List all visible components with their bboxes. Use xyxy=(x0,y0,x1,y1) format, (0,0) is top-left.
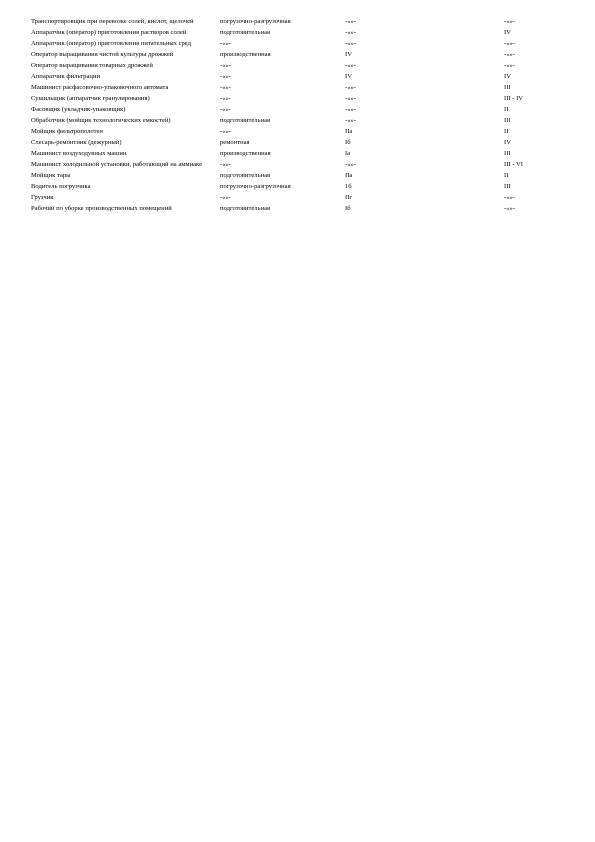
profession-cell: Машинист холодильной установки, работающий на аммиаке xyxy=(31,161,203,168)
class-cell: -«»- xyxy=(345,95,356,102)
profession-cell: Мойщик фильтрополотен xyxy=(31,128,103,135)
class-cell: Iб xyxy=(345,139,351,146)
class-cell: 1б xyxy=(345,183,352,190)
profession-cell: Рабочий по уборке производственных помещений xyxy=(31,205,172,212)
table-row xyxy=(31,205,561,216)
work-type-cell: ремонтная xyxy=(220,139,250,146)
class-cell: -«»- xyxy=(345,18,356,25)
hazard-cell: -«»- xyxy=(504,40,515,47)
hazard-cell: IV xyxy=(504,73,511,80)
table-row xyxy=(31,62,561,73)
table-row xyxy=(31,128,561,139)
profession-cell: Слесарь-ремонтник (дежурный) xyxy=(31,139,122,146)
hazard-cell: -«»- xyxy=(504,194,515,201)
table-row xyxy=(31,40,561,51)
profession-cell: Аппаратчик (оператор) приготовления питательных сред xyxy=(31,40,191,47)
hazard-cell: II xyxy=(504,106,509,113)
table-row xyxy=(31,73,561,84)
work-type-cell: -«»- xyxy=(220,106,231,113)
hazard-cell: -«»- xyxy=(504,62,515,69)
class-cell: -«»- xyxy=(345,106,356,113)
hazard-cell: -«»- xyxy=(504,205,515,212)
class-cell: IV xyxy=(345,51,352,58)
hazard-cell: -«»- xyxy=(504,18,515,25)
hazard-cell: III - VI xyxy=(504,161,523,168)
profession-cell: Обработчик (мойщик технологических емкостей) xyxy=(31,117,171,124)
profession-cell: Грузчик xyxy=(31,194,54,201)
work-type-cell: -«»- xyxy=(220,95,231,102)
profession-cell: Аппаратчик фильтрации xyxy=(31,73,100,80)
profession-cell: Машинист расфасовочно-упаковочного автомата xyxy=(31,84,169,91)
class-cell: -«»- xyxy=(345,84,356,91)
class-cell: -«»- xyxy=(345,161,356,168)
table-row xyxy=(31,194,561,205)
work-type-cell: производственная xyxy=(220,150,271,157)
profession-cell: Машинист воздуходувных машин xyxy=(31,150,127,157)
class-cell: IV xyxy=(345,73,352,80)
work-type-cell: погрузочно-разгрузочная xyxy=(220,18,291,25)
profession-cell: Транспортировщик при перевозке солей, кислот, щелочей xyxy=(31,18,194,25)
class-cell: IIа xyxy=(345,128,353,135)
class-cell: IIа xyxy=(345,172,353,179)
hazard-cell: -«»- xyxy=(504,51,515,58)
work-type-cell: -«»- xyxy=(220,194,231,201)
work-type-cell: производственная xyxy=(220,51,271,58)
hazard-cell: III - IV xyxy=(504,95,524,102)
work-type-cell: подготовительная xyxy=(220,172,271,179)
profession-table-body xyxy=(31,18,561,216)
work-type-cell: подготовительная xyxy=(220,117,271,124)
profession-table xyxy=(31,18,561,216)
table-row xyxy=(31,150,561,161)
hazard-cell: III xyxy=(504,150,511,157)
class-cell: IIг xyxy=(345,194,353,201)
profession-cell: Фасовщик (укладчик-упаковщик) xyxy=(31,106,126,113)
hazard-cell: III xyxy=(504,84,511,91)
work-type-cell: -«»- xyxy=(220,84,231,91)
table-row xyxy=(31,51,561,62)
class-cell: Iа xyxy=(345,150,351,157)
work-type-cell: подготовительная xyxy=(220,205,271,212)
table-row xyxy=(31,161,561,172)
profession-cell: Мойщик тары xyxy=(31,172,71,179)
class-cell: -«»- xyxy=(345,29,356,36)
work-type-cell: -«»- xyxy=(220,128,231,135)
profession-cell: Оператор выращивания товарных дрожжей xyxy=(31,62,153,69)
work-type-cell: -«»- xyxy=(220,62,231,69)
table-row xyxy=(31,183,561,194)
table-row xyxy=(31,139,561,150)
table-row xyxy=(31,172,561,183)
class-cell: -«»- xyxy=(345,62,356,69)
class-cell: -«»- xyxy=(345,117,356,124)
class-cell: Iб xyxy=(345,205,351,212)
hazard-cell: II xyxy=(504,128,509,135)
profession-cell: Оператор выращивания чистой культуры дрожжей xyxy=(31,51,174,58)
hazard-cell: III xyxy=(504,183,511,190)
work-type-cell: подготовительная xyxy=(220,29,271,36)
table-row xyxy=(31,117,561,128)
profession-cell: Сушильщик (аппаратчик гранулирования) xyxy=(31,95,150,102)
work-type-cell: -«»- xyxy=(220,73,231,80)
hazard-cell: IV xyxy=(504,139,511,146)
table-row xyxy=(31,18,561,29)
work-type-cell: -«»- xyxy=(220,40,231,47)
hazard-cell: II xyxy=(504,172,509,179)
table-row xyxy=(31,84,561,95)
profession-cell: Аппаратчик (оператор) приготовления растворов солей xyxy=(31,29,187,36)
work-type-cell: погрузочно-разгрузочная xyxy=(220,183,291,190)
class-cell: -«»- xyxy=(345,40,356,47)
hazard-cell: IV xyxy=(504,29,511,36)
table-row xyxy=(31,95,561,106)
table-row xyxy=(31,29,561,40)
hazard-cell: III xyxy=(504,117,511,124)
profession-cell: Водитель погрузчика xyxy=(31,183,91,190)
work-type-cell: -«»- xyxy=(220,161,231,168)
table-row xyxy=(31,106,561,117)
